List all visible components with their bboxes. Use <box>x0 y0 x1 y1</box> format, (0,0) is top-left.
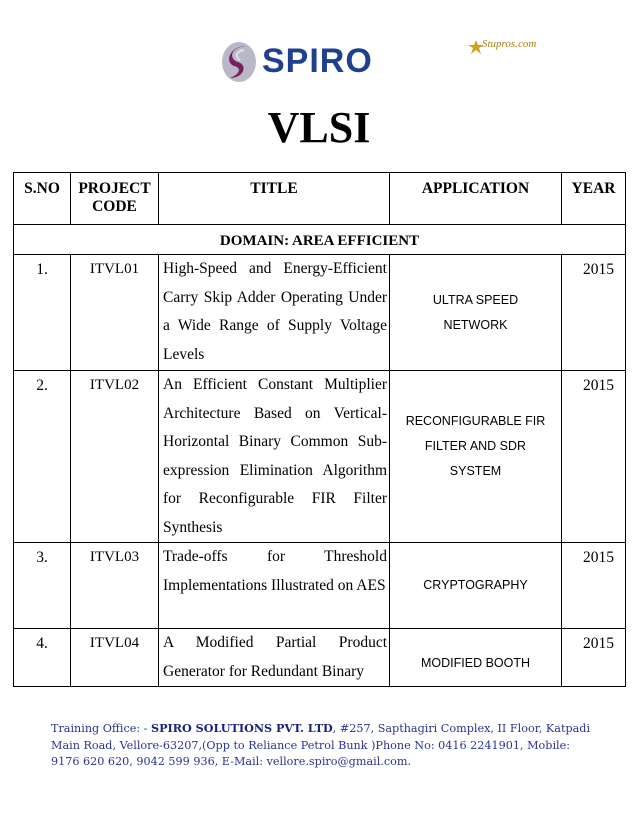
footer-address: , #257, Sapthagiri Complex, II Floor, Katpadi Main Road, Vellore-63207,(Opp to Reliance Petrol Bunk )Phone No: 0416 2241901, Mobile: 9176 620 620, 9042 599 936, E-Mail: vellore.spiro@gmail.com. <box>51 722 591 768</box>
cell-code: ITVL03 <box>71 543 159 629</box>
stupros-logo <box>468 37 552 57</box>
cell-code: ITVL01 <box>71 255 159 371</box>
table-header-row <box>14 173 626 225</box>
table-row <box>14 543 626 629</box>
cell-year: 2015 <box>562 543 626 629</box>
footer-contact <box>51 720 596 771</box>
page-title: VLSI <box>267 103 371 152</box>
cell-code: ITVL04 <box>71 629 159 687</box>
cell-sno: 1. <box>14 255 71 371</box>
spiro-logo <box>218 38 388 86</box>
cell-sno: 4. <box>14 629 71 687</box>
cell-title: High-Speed and Energy-Efficient Carry Skip Adder Operating Under a Wide Range of Supply Voltage Levels <box>159 255 390 371</box>
footer-company: SPIRO SOLUTIONS PVT. LTD <box>151 721 333 735</box>
col-header-title: TITLE <box>159 173 390 225</box>
cell-sno: 2. <box>14 371 71 543</box>
cell-application: RECONFIGURABLE FIR FILTER AND SDR SYSTEM <box>390 371 562 543</box>
cell-title: A Modified Partial Product Generator for Redundant Binary <box>159 629 390 687</box>
spiro-swirl-icon <box>218 38 260 86</box>
cell-code: ITVL02 <box>71 371 159 543</box>
table-row <box>14 255 626 371</box>
col-header-application: APPLICATION <box>390 173 562 225</box>
col-header-code: PROJECT CODE <box>71 173 159 225</box>
col-header-year: YEAR <box>562 173 626 225</box>
cell-year: 2015 <box>562 255 626 371</box>
cell-title: Trade-offs for Threshold Implementations Illustrated on AES <box>159 543 390 629</box>
cell-year: 2015 <box>562 629 626 687</box>
cell-application: MODIFIED BOOTH <box>390 629 562 687</box>
table-row <box>14 371 626 543</box>
footer-prefix: Training Office: - <box>51 722 152 735</box>
cell-year: 2015 <box>562 371 626 543</box>
col-header-sno: S.NO <box>14 173 71 225</box>
cell-sno: 3. <box>14 543 71 629</box>
domain-row <box>14 225 626 255</box>
cell-application: ULTRA SPEED NETWORK <box>390 255 562 371</box>
cell-application: CRYPTOGRAPHY <box>390 543 562 629</box>
stupros-text: Stupros.com <box>482 38 537 50</box>
table-row <box>14 629 626 687</box>
domain-label: DOMAIN: AREA EFFICIENT <box>14 225 626 255</box>
projects-table <box>13 172 626 687</box>
cell-title: An Efficient Constant Multiplier Architecture Based on Vertical-Horizontal Binary Common Sub-expression Elimination Algorithm for Reconfigurable FIR Filter Synthesis <box>159 371 390 543</box>
logo-text: SPIRO <box>262 42 373 80</box>
